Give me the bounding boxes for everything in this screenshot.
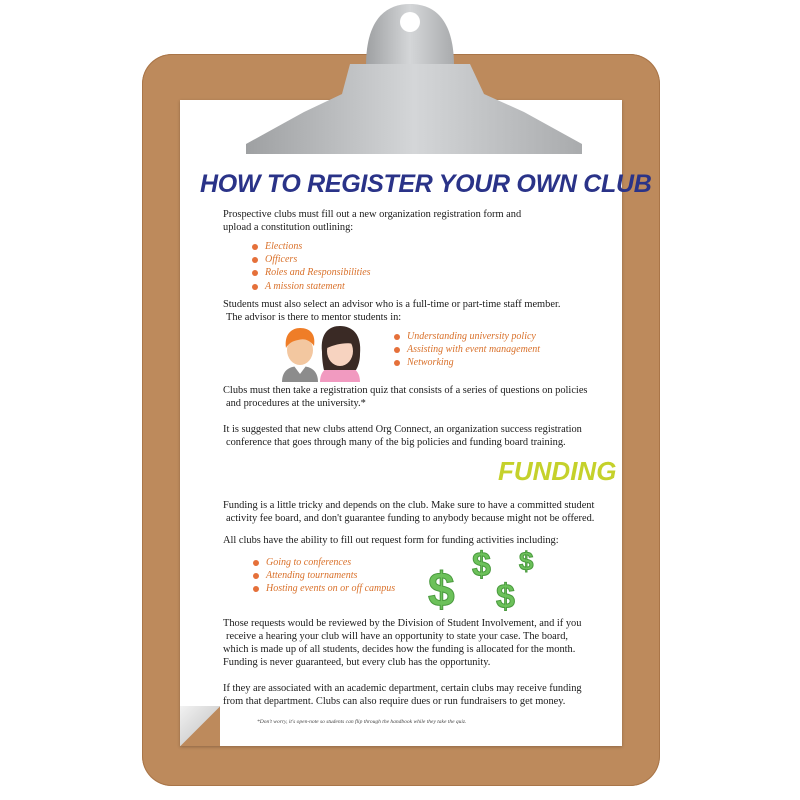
list-item: Roles and Responsibilities — [252, 266, 371, 279]
list-item: Understanding university policy — [394, 330, 540, 343]
quiz-paragraph: Clubs must then take a registration quiz that consists of a series of questions on policies and procedures at the university.* — [223, 385, 588, 409]
document-content — [180, 100, 652, 746]
footnote: *Don't worry, it's open-note so students can flip through the handbook while they take the quiz. — [257, 719, 467, 725]
funding-heading: FUNDING — [498, 456, 617, 486]
dollar-sign: $ — [428, 564, 455, 614]
orgconnect-paragraph: It is suggested that new clubs attend Org Connect, an organization success registration conference that goes through many of the big policies and funding board training. — [223, 424, 582, 448]
funding-request-paragraph: All clubs have the ability to fill out request form for funding activities including: — [223, 535, 559, 546]
dollar-sign: $ — [472, 546, 491, 584]
list-item: Attending tournaments — [253, 569, 395, 582]
department-paragraph: If they are associated with an academic department, certain clubs may receive funding from that department. Clubs can also require dues or run fundraisers to get money. — [223, 683, 582, 707]
list-item: Officers — [252, 253, 371, 266]
list-item: A mission statement — [252, 280, 371, 293]
constitution-list — [252, 240, 371, 293]
list-item: Elections — [252, 240, 371, 253]
list-item: Going to conferences — [253, 556, 395, 569]
funding-intro-paragraph: Funding is a little tricky and depends on the club. Make sure to have a committed student activity fee board, and don't guarantee funding to anybody because might not be offered. — [223, 500, 595, 524]
list-item: Assisting with event management — [394, 343, 540, 356]
intro-paragraph: Prospective clubs must fill out a new organization registration form and upload a constitution outlining: — [223, 209, 522, 233]
list-item: Hosting events on or off campus — [253, 582, 395, 595]
dollar-sign: $ — [519, 546, 534, 576]
dollar-sign: $ — [496, 578, 515, 614]
advisor-paragraph: Students must also select an advisor who is a full-time or part-time staff member. The advisor is there to mentor students in: — [223, 299, 561, 323]
dollar-signs-icon — [426, 544, 538, 614]
page-title: HOW TO REGISTER YOUR OWN CLUB — [200, 170, 652, 198]
list-item: Networking — [394, 356, 540, 369]
advisor-list — [394, 330, 540, 370]
review-paragraph: Those requests would be reviewed by the Division of Student Involvement, and if you receive a hearing your club will have an opportunity to state your case. The board, which is made up of all students, decides how the funding is allocated for the month. Funding is never guaranteed, but every club has the opportunity. — [223, 618, 582, 668]
funding-list — [253, 556, 395, 596]
advisor-people-icon — [276, 322, 368, 382]
